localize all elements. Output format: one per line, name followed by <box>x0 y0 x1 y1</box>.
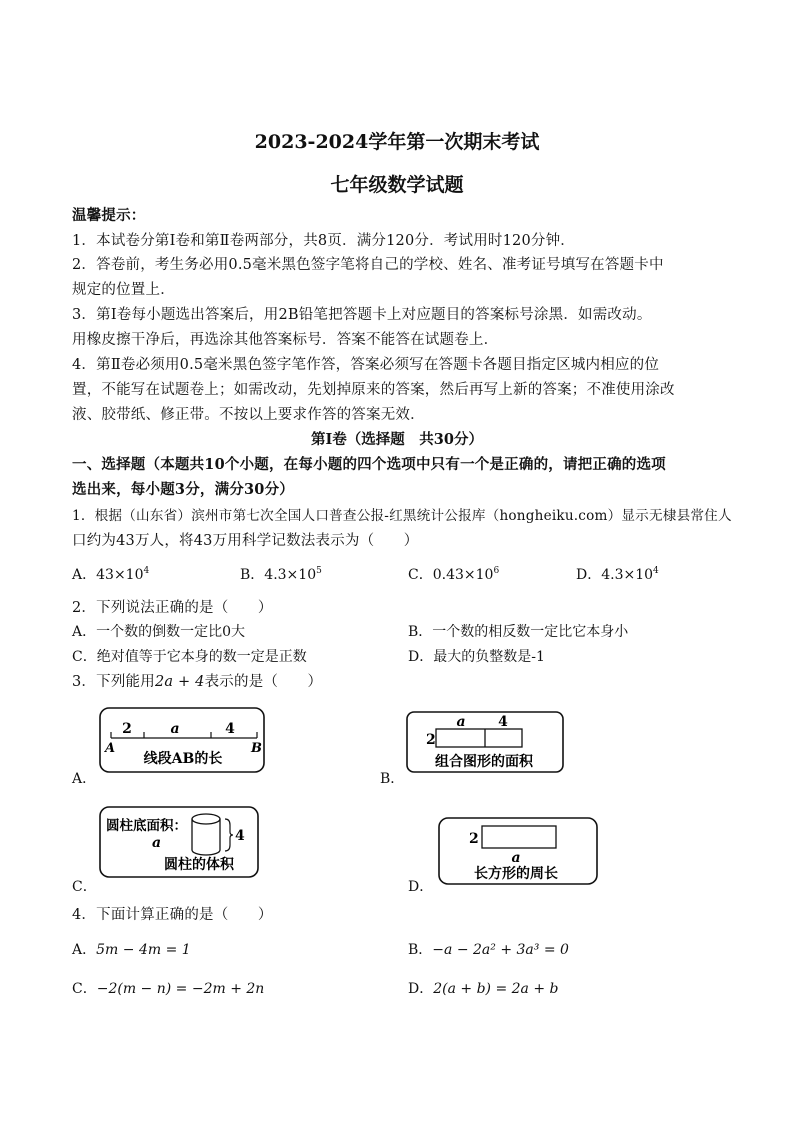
notice-heading: 温馨提示： <box>72 207 146 224</box>
q3-option-b-label: B． <box>380 771 405 787</box>
notice-line: 液、胶带纸、修正带。不按以上要求作答的答案无效． <box>72 407 425 423</box>
q1-option-b: B．$4.3\times 10^5$ <box>240 566 322 583</box>
diagram-a-point-b: B <box>251 741 262 756</box>
section-heading: 一、选择题（本题共10个小题，在每小题的四个选项中只有一个是正确的，请把正确的选项 <box>72 456 666 473</box>
q3-diagram-b <box>406 711 566 775</box>
q2-stem: 2．下列说法正确的是（ ） <box>72 600 273 616</box>
q2-option-c: C．绝对值等于它本身的数一定是正数 <box>72 649 307 665</box>
q2-option-d: D．最大的负整数是-1 <box>408 649 545 665</box>
q2-option-a: A．一个数的倒数一定比0大 <box>72 624 246 640</box>
q2-option-b: B．一个数的相反数一定比它本身小 <box>408 624 629 640</box>
diagram-d-height-2: 2 <box>469 831 479 847</box>
q3-stem: 3．下列能用2a + 4表示的是（ ） <box>72 674 323 690</box>
q4-stem: 4．下面计算正确的是（ ） <box>72 907 273 923</box>
diagram-d-width-a: a <box>511 850 521 866</box>
notice-line: 2．答卷前，考生务必用0.5毫米黑色签字笔将自己的学校、姓名、准考证号填写在答题卡中 <box>72 257 664 273</box>
q4-option-a: A．5m − 4m = 1 <box>72 942 191 958</box>
diagram-a-seg-4: 4 <box>225 721 235 737</box>
diagram-a-seg-a: a <box>170 721 180 737</box>
q1-stem-cont: 口约为43万人，将43万用科学记数法表示为（ ） <box>72 533 419 549</box>
q1-option-a: A．$43\times 10^4$ <box>72 566 150 583</box>
q3-diagram-c <box>99 806 263 882</box>
diagram-b-height-2: 2 <box>426 732 436 748</box>
notice-line: 置，不能写在试题卷上；如需改动，先划掉原来的答案，然后再写上新的答案；不准使用涂改 <box>72 382 675 398</box>
q4-option-d: D．2(a + b) = 2a + b <box>408 981 559 997</box>
diagram-c-height-4: 4 <box>235 828 245 844</box>
notice-line: 用橡皮擦干净后，再选涂其他答案标号．答案不能答在试题卷上． <box>72 332 499 348</box>
part1-heading: 第Ⅰ卷（选择题 共30分） <box>311 431 483 448</box>
notice-line: 规定的位置上． <box>72 282 175 298</box>
exam-title: 2023-2024学年第一次期末考试 <box>254 131 540 153</box>
exam-subtitle: 七年级数学试题 <box>330 174 464 196</box>
diagram-c-caption: 圆柱的体积 <box>164 857 234 873</box>
diagram-b-width-a: a <box>456 714 466 730</box>
diagram-b-width-4: 4 <box>498 714 508 730</box>
q1-option-c: C．$0.43\times 10^6$ <box>408 566 500 583</box>
q1-stem: 1．根据（山东省）滨州市第七次全国人口普查公报-红黑统计公报库（hongheiku.com）显示无棣县常住人 <box>72 508 732 524</box>
notice-line: 1．本试卷分第Ⅰ卷和第Ⅱ卷两部分，共8页．满分120分．考试用时120分钟． <box>72 233 575 249</box>
diagram-b-caption: 组合图形的面积 <box>435 754 533 770</box>
diagram-a-seg-2: 2 <box>122 721 132 737</box>
notice-line: 4．第Ⅱ卷必须用0.5毫米黑色签字笔作答，答案必须写在答题卡各题目指定区城内相应的位 <box>72 357 660 373</box>
diagram-c-base-label: 圆柱底面积： <box>106 818 187 834</box>
q3-diagram-a <box>99 707 267 775</box>
q3-diagram-d <box>438 817 600 887</box>
diagram-a-caption: 线段AB的长 <box>143 751 223 767</box>
q3-option-d-label: D． <box>408 879 434 895</box>
diagram-d-caption: 长方形的周长 <box>474 866 558 882</box>
section-heading-cont: 选出来，每小题3分，满分30分） <box>72 481 294 498</box>
q3-option-a-label: A． <box>72 771 97 787</box>
diagram-a-point-a: A <box>105 741 116 756</box>
q1-option-d: D．$4.3\times 10^4$ <box>576 566 659 583</box>
q4-option-b: B．−a − 2a² + 3a³ = 0 <box>408 942 569 958</box>
q3-option-c-label: C． <box>72 879 97 895</box>
notice-line: 3．第Ⅰ卷每小题选出答案后，用2B铅笔把答题卡上对应题目的答案标号涂黑．如需改动。 <box>72 307 652 323</box>
diagram-c-base-a: a <box>152 835 162 851</box>
q4-option-c: C．−2(m − n) = −2m + 2n <box>72 981 265 997</box>
